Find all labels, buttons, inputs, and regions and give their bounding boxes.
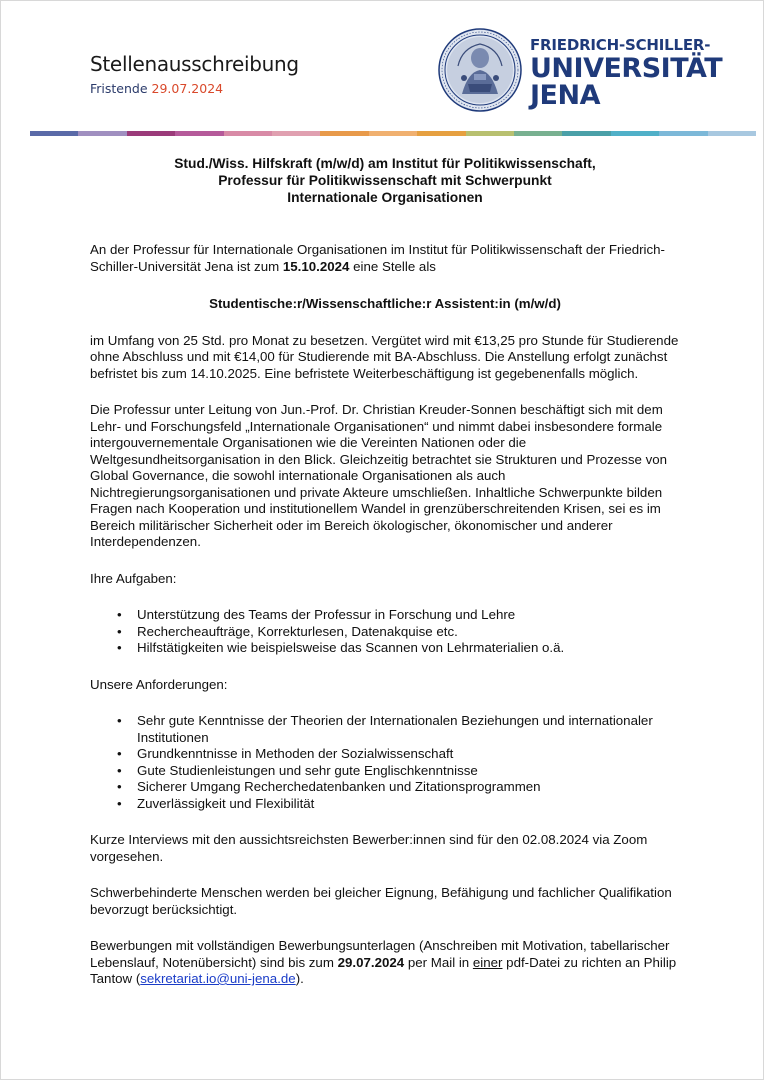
job-title [90,155,680,206]
interviews-paragraph: Kurze Interviews mit den aussichtsreichsten Bewerber:innen sind für den 02.08.2024 via Zoom vorgesehen. [90,832,648,864]
requirements-list [90,713,680,812]
intro-text: An der Professur für Internationale Organisationen im Institut für Politikwissenschaft der Friedrich-Schiller-Universität Jena ist zum [90,242,665,274]
application-text: pdf-Datei zu richten an Philip Tantow ( [90,954,677,986]
description-paragraph: Die Professur unter Leitung von Jun.-Prof. Dr. Christian Kreuder-Sonnen beschäftigt sich mit dem Lehr- und Forschungsfeld „Internationale Organisationen“ und nimmt dabei insbesondere formale intergouvernementale Organisationen wie die Vereinten Nationen oder die Weltgesundheitsorganisation in den Blick. Gleichzeitig betrachtet sie Strukturen und Prozesse von Global Governance, die sowohl internationale Organisationen als auch Nichtregierungsorganisationen und private Akteure umschließen. Inhaltliche Schwerpunkte bilden Fragen nach Kooperation und institutionellem Wandel in grenzüberschreitenden Krisen, sei es im Bereich militärischer Sicherheit oder im Bereich ökologischer, ökonomischer und anderer Interdependenzen. [90,402,668,549]
color-bar-segment [611,131,659,136]
list-item: • Sehr gute Kenntnisse der Theorien der Internationalen Beziehungen und internationaler Institutionen [137,713,680,746]
deadline-label: Fristende [90,81,148,96]
color-bar-segment [417,131,465,136]
application-deadline: 29.07.2024 [337,954,405,970]
university-wordmark [530,38,722,109]
color-bar-segment [127,131,175,136]
document-header [0,0,764,136]
color-bar-segment [320,131,368,136]
intro-text-end: eine Stelle als [349,258,436,274]
start-date: 15.10.2024 [282,258,350,274]
tasks-list [90,607,680,657]
list-item: • Sicherer Umgang Recherchedatenbanken und Zitationsprogrammen [137,779,680,796]
list-item: • Rechercheaufträge, Korrekturlesen, Datenakquise etc. [137,624,680,641]
document-body [90,155,680,988]
application-text: Bewerbungen mit vollständigen Bewerbungsunterlagen (Anschreiben mit Motivation, tabellarischer Lebenslauf, Notenübersicht) sind bis zum [90,938,670,970]
job-title-line1: Stud./Wiss. Hilfskraft (m/w/d) am Institut für Politikwissenschaft, [174,156,596,171]
application-text: ). [295,971,304,986]
header-color-bar [30,131,756,136]
list-item: • Hilfstätigkeiten wie beispielsweise das Scannen von Lehrmaterialien o.ä. [137,640,680,657]
email-link[interactable]: sekretariat.io@uni-jena.de [140,971,296,986]
color-bar-segment [224,131,272,136]
university-wordmark-line2: UNIVERSITÄT [530,53,723,84]
color-bar-segment [514,131,562,136]
list-item: • Grundkenntnisse in Methoden der Sozialwissenschaft [137,746,680,763]
requirements-heading: Unsere Anforderungen: [90,676,228,692]
university-wordmark-line3: JENA [530,80,600,111]
color-bar-segment [659,131,707,136]
application-text: per Mail in [404,954,473,970]
color-bar-segment [562,131,610,136]
university-seal-icon [438,28,522,112]
document-type-title: Stellenausschreibung [90,52,299,76]
intro-paragraph [90,242,680,275]
color-bar-segment [272,131,320,136]
scope-paragraph: im Umfang von 25 Std. pro Monat zu besetzen. Vergütet wird mit €13,25 pro Stunde für Studierende ohne Abschluss und mit €14,00 für Studierende mit BA-Abschluss. Die Anstellung erfolgt zunächst befristet bis zum 14.10.2025. Eine befristete Weiterbeschäftigung ist gegebenenfalls möglich. [90,332,679,381]
color-bar-segment [708,131,756,136]
application-text-underlined: einer [472,954,503,970]
application-paragraph [90,938,680,988]
deadline-date: 29.07.2024 [151,81,224,96]
position-title: Studentische:r/Wissenschaftliche:r Assistent:in (m/w/d) [209,296,561,311]
color-bar-segment [466,131,514,136]
deadline-line [90,81,223,96]
job-title-line2: Professur für Politikwissenschaft mit Schwerpunkt [218,173,552,188]
tasks-heading: Ihre Aufgaben: [90,570,177,586]
list-item: • Unterstützung des Teams der Professur in Forschung und Lehre [137,607,680,624]
list-item: • Zuverlässigkeit und Flexibilität [137,796,680,813]
university-wordmark-line1: FRIEDRICH-SCHILLER- [530,36,711,54]
job-title-line3: Internationale Organisationen [287,190,483,205]
color-bar-segment [30,131,78,136]
color-bar-segment [175,131,223,136]
color-bar-segment [369,131,417,136]
disability-paragraph: Schwerbehinderte Menschen werden bei gleicher Eignung, Befähigung und fachlicher Qualifikation bevorzugt berücksichtigt. [90,885,672,917]
color-bar-segment [78,131,126,136]
list-item: • Gute Studienleistungen und sehr gute Englischkenntnisse [137,763,680,780]
